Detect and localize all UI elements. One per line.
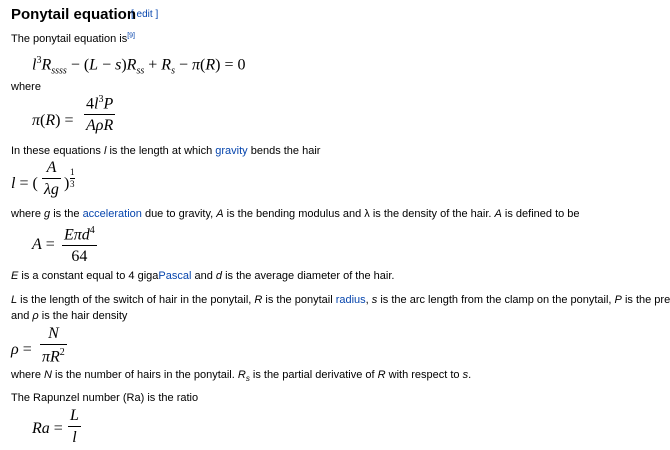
section-title: Ponytail equation (11, 6, 137, 23)
pi-equation-lhs: π(R) = (32, 112, 74, 129)
gravity-link[interactable]: gravity (215, 145, 248, 157)
var-A: A (494, 208, 502, 220)
text-span: is the average diameter of the hair. (222, 270, 395, 282)
acceleration-link[interactable]: acceleration (82, 208, 142, 220)
l-numerator: A (46, 159, 57, 176)
edit-link[interactable] (131, 9, 158, 20)
text-span: bends the hair (247, 145, 321, 157)
pi-fraction (84, 95, 115, 134)
ra-fraction (68, 408, 81, 446)
A-numerator: Eπd$^4$ (64, 225, 95, 244)
var-E: E (11, 270, 19, 282)
ra-denominator: l (72, 429, 77, 446)
text-span: . (468, 369, 472, 381)
intro-text (11, 32, 135, 46)
rho-numerator: N (48, 325, 59, 342)
pi-numerator: $4l^3P$ (86, 94, 114, 113)
edit-link-text[interactable]: [ edit ] (131, 9, 159, 20)
ra-numerator: L (70, 407, 79, 424)
var-R: R (237, 369, 246, 381)
text-span: is the ponytail (262, 294, 336, 306)
reference-link[interactable]: [9] (127, 32, 135, 40)
text-span: is the length at which (106, 145, 216, 157)
pi-denominator: AρR (86, 117, 114, 135)
ra-equation-lhs: Ra = (32, 420, 63, 437)
l-exponent: 1 3 (70, 167, 75, 189)
var-P: P (614, 294, 622, 306)
text-span: is the hair density (38, 310, 128, 322)
var-l: l (103, 145, 107, 157)
var-d: d (215, 270, 223, 282)
ponytail-equation: $l^3R_{ssss} - (L - s)R_{ss} + R_s - \pi(R) = 0$ (32, 55, 246, 77)
rho-equation-lhs: ρ = (11, 341, 32, 358)
text-span: is the length of the switch of hair in the ponytail, (17, 294, 255, 306)
intro-label: The ponytail equation is (11, 33, 128, 45)
subscript-s: s (245, 374, 250, 384)
where-text: where (11, 81, 41, 93)
var-s: s (462, 369, 469, 381)
rho-fraction (40, 326, 67, 365)
radius-link[interactable]: radius (335, 294, 366, 306)
var-s: s (371, 294, 378, 306)
var-R: R (254, 294, 263, 306)
A-fraction (62, 226, 97, 265)
text-span: is defined to be (501, 208, 580, 220)
L-definition-text (11, 293, 670, 307)
text-span: is the pre (621, 294, 670, 306)
N-definition-text (11, 368, 471, 386)
text-span: where (11, 369, 45, 381)
text-span: is the partial derivative of (249, 369, 378, 381)
text-span: is the bending modulus and λ is the density of the hair. (223, 208, 495, 220)
text-span: is the number of hairs in the ponytail. (51, 369, 238, 381)
text-span: is a constant equal to 4 giga (18, 270, 159, 282)
text-span: where (11, 208, 45, 220)
l-definition-text (11, 144, 320, 158)
var-N: N (44, 369, 52, 381)
text-span: , (365, 294, 372, 306)
text-span: is the arc length from the clamp on the ponytail, (377, 294, 615, 306)
text-span: and (191, 270, 216, 282)
text-span: with respect to (385, 369, 463, 381)
text-span: due to gravity, (141, 208, 217, 220)
pascal-link[interactable]: Pascal (158, 270, 192, 282)
rho-definition-text (11, 309, 127, 323)
text-span: and (11, 310, 33, 322)
var-rho: ρ (32, 310, 39, 322)
A-equation-lhs: A = (32, 236, 55, 253)
rho-denominator: $\pi R^2$ (42, 347, 65, 366)
var-L: L (11, 294, 18, 306)
l-fraction (42, 160, 61, 198)
l-equation-lhs: l = ( (11, 175, 38, 192)
l-equation-close: ) (64, 175, 70, 192)
l-denominator: λg (44, 181, 59, 198)
var-A: A (216, 208, 224, 220)
text-span: is the (50, 208, 83, 220)
E-definition-text (11, 269, 394, 283)
text-span: In these equations (11, 145, 104, 157)
var-R: R (377, 369, 386, 381)
var-g: g (44, 208, 51, 220)
A-denominator: 64 (71, 248, 88, 266)
ra-definition-text: The Rapunzel number (Ra) is the ratio (11, 392, 199, 404)
g-definition-text (11, 207, 580, 221)
